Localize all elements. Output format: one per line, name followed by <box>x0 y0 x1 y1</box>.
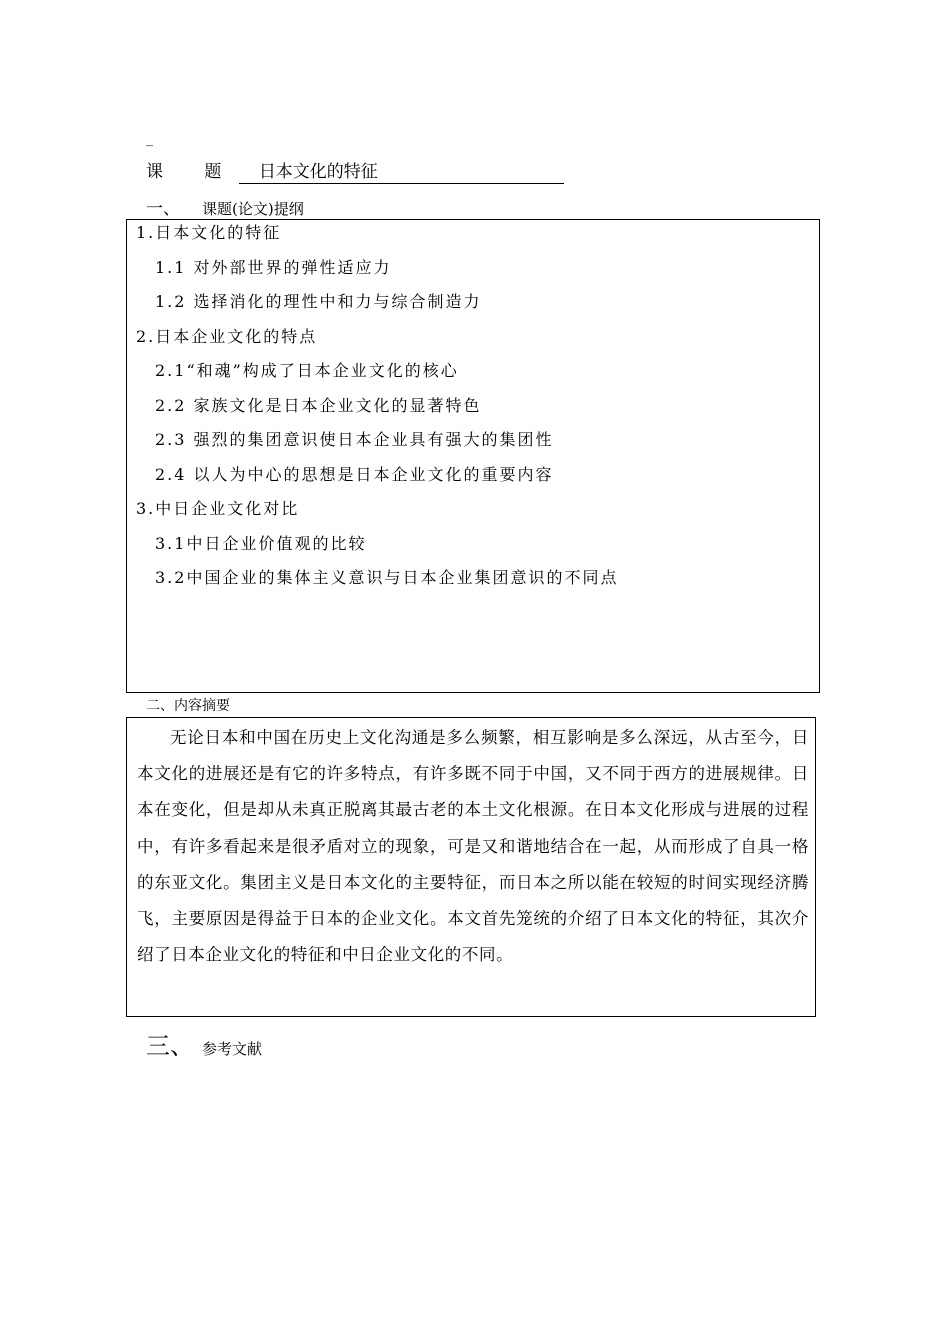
section-summary-heading: 二、内容摘要 <box>146 698 230 714</box>
topic-row <box>146 161 564 184</box>
outline-item: 1.1 对外部世界的弹性适应力 <box>155 258 392 277</box>
outline-item: 3.中日企业文化对比 <box>136 499 300 518</box>
section-references-title: 参考文献 <box>202 1040 263 1058</box>
outline-item: 2.1“和魂”构成了日本企业文化的核心 <box>155 361 459 380</box>
summary-text: 无论日本和中国在历史上文化沟通是多么频繁，相互影响是多么深远，从古至今，日本文化的进展还是有它的许多特点，有许多既不同于中国，又不同于西方的进展规律。日本在变化，但是却从未真正脱离其最古老的本土文化根源。在日本文化形成与进展的过程中，有许多看起来是很矛盾对立的现象，可是又和谐地结合在一起，从而形成了自具一格的东亚文化。集团主义是日本文化的主要特征，而日本之所以能在较短的时间实现经济腾飞，主要原因是得益于日本的企业文化。本文首先笼统的介绍了日本文化的特征，其次介绍了日本企业文化的特征和中日企业文化的不同。 <box>137 728 809 965</box>
outline-box <box>126 219 820 693</box>
outline-item: 2.4 以人为中心的思想是日本企业文化的重要内容 <box>155 465 554 484</box>
outline-item: 3.1中日企业价值观的比较 <box>155 534 367 553</box>
section-references-heading <box>146 1032 262 1063</box>
summary-box <box>126 717 816 1017</box>
section-outline-heading <box>146 199 304 219</box>
topic-value: 日本文化的特征 <box>239 161 564 184</box>
outline-item: 3.2中国企业的集体主义意识与日本企业集团意识的不同点 <box>155 568 619 587</box>
outline-item: 1.日本文化的特征 <box>136 223 282 242</box>
outline-item: 1.2 选择消化的理性中和力与综合制造力 <box>155 292 482 311</box>
section-outline-number: 一、 <box>146 199 180 219</box>
header-dash: _ <box>146 131 153 147</box>
outline-item: 2.2 家族文化是日本企业文化的显著特色 <box>155 396 482 415</box>
section-outline-title: 课题(论文)提纲 <box>202 200 304 218</box>
topic-label: 课 题 <box>146 162 240 182</box>
outline-item: 2.日本企业文化的特点 <box>136 327 318 346</box>
outline-item: 2.3 强烈的集团意识使日本企业具有强大的集团性 <box>155 430 554 449</box>
section-references-number: 三、 <box>146 1032 194 1060</box>
